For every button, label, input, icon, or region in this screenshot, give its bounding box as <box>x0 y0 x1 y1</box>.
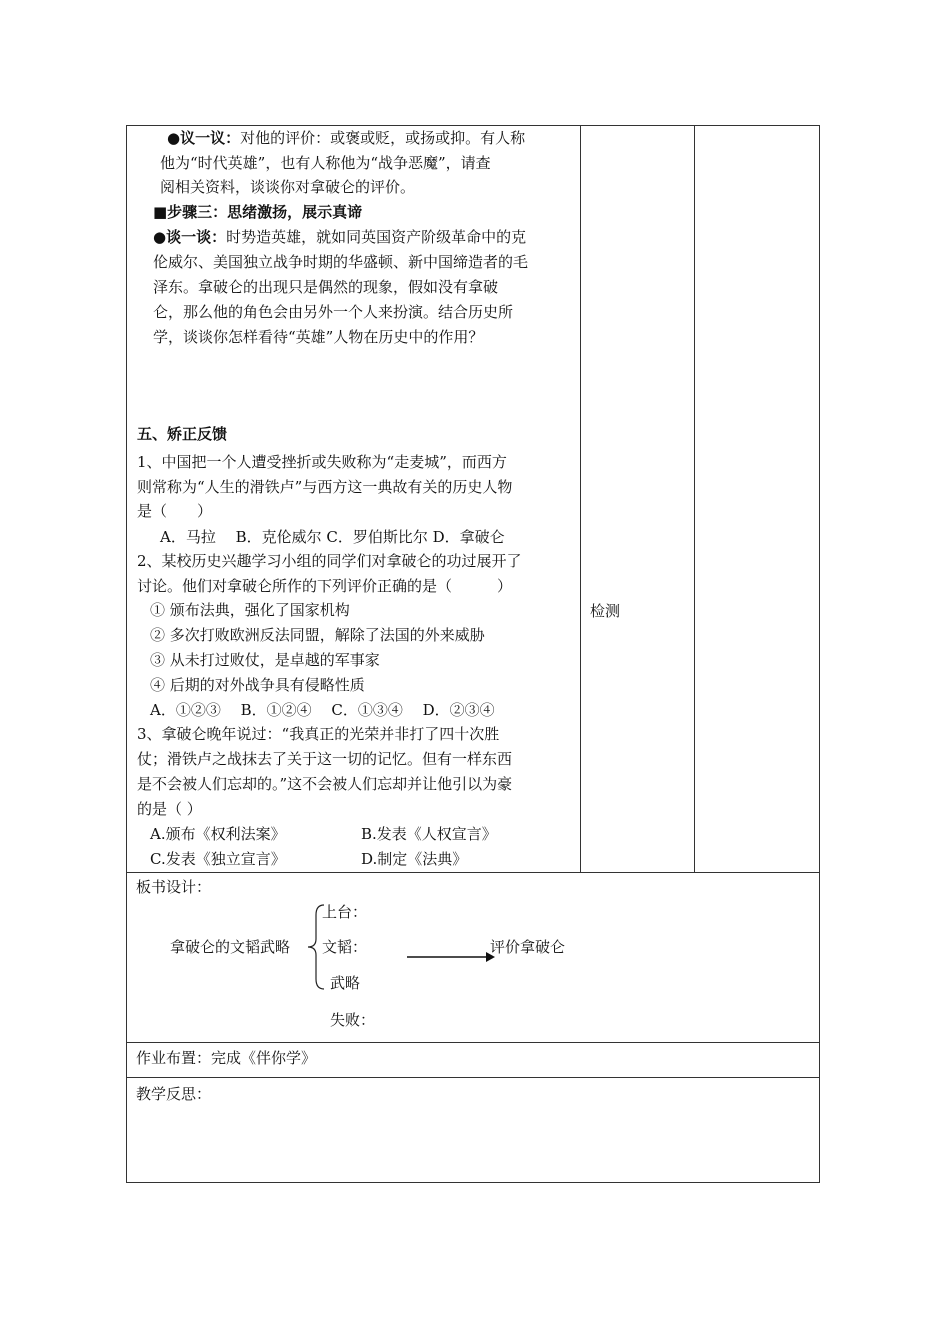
discuss-label: ●议一议： <box>167 129 241 147</box>
q2-options: A．①②③ B．①②④ C．①③④ D．②③④ <box>150 701 495 719</box>
talk-label: ●谈一谈： <box>153 228 227 246</box>
q2-line-2: 讨论。他们对拿破仑所作的下列评价正确的是（ ） <box>137 577 513 595</box>
board-branch-3: 武略 <box>330 974 361 992</box>
q1-line-3: 是（ ） <box>137 502 213 520</box>
step3-heading: ■步骤三：思绪激扬，展示真谛 <box>153 203 363 221</box>
discuss-line-3: 阅相关资料，谈谈你对拿破仑的评价。 <box>160 178 416 196</box>
board-branch-2: 文韬： <box>322 938 368 956</box>
q2-item-4: ④ 后期的对外战争具有侵略性质 <box>150 676 365 694</box>
q3-line-3: 是不会被人们忘却的。”这不会被人们忘却并让他引以为豪 <box>137 775 513 793</box>
q3-option-c: C.发表《独立宣言》 <box>150 850 286 868</box>
q1-line-2: 则常称为“人生的滑铁卢”与西方这一典故有关的历史人物 <box>137 478 513 496</box>
row-divider-board <box>126 872 820 873</box>
board-label: 板书设计： <box>136 878 212 896</box>
section5-heading: 五、矫正反馈 <box>137 425 228 443</box>
board-branch-1: 上台： <box>322 903 368 921</box>
board-arrow <box>406 951 496 963</box>
talk-line-1 <box>153 227 526 247</box>
talk-line-2: 伦威尔、美国独立战争时期的华盛顿、新中国缔造者的毛 <box>153 253 529 271</box>
homework-text: 作业布置：完成《伴你学》 <box>136 1049 317 1067</box>
talk-text-1: 时势造英雄，就如同英国资产阶级革命中的克 <box>226 228 527 246</box>
discuss-text-1: 对他的评价：或褒或贬，或扬或抑。有人称 <box>240 129 526 147</box>
board-root: 拿破仑的文韬武略 <box>170 938 291 956</box>
row-divider-reflection <box>126 1077 820 1078</box>
q1-line-1: 1、中国把一个人遭受挫折或失败称为“走麦城”，而西方 <box>137 453 507 471</box>
q3-option-b: B.发表《人权宣言》 <box>361 825 497 843</box>
q3-option-a: A.颁布《权利法案》 <box>150 825 286 843</box>
board-branch-4: 失败： <box>330 1011 376 1029</box>
row-divider-homework <box>126 1042 820 1043</box>
side-cell-label: 检测 <box>590 602 621 620</box>
reflection-label: 教学反思： <box>136 1085 212 1103</box>
q3-line-1: 3、拿破仑晚年说过：“我真正的光荣并非打了四十次胜 <box>137 725 500 743</box>
q3-option-d: D.制定《法典》 <box>361 850 468 868</box>
q3-line-4: 的是（ ） <box>137 800 202 818</box>
q2-line-1: 2、某校历史兴趣学习小组的同学们对拿破仑的功过展开了 <box>137 552 522 570</box>
talk-line-5: 学，谈谈你怎样看待“英雄”人物在历史中的作用？ <box>153 328 484 346</box>
q3-line-2: 仗；滑铁卢之战抹去了关于这一切的记忆。但有一样东西 <box>137 750 513 768</box>
q2-item-1: ① 颁布法典，强化了国家机构 <box>150 601 350 619</box>
talk-line-3: 泽东。拿破仑的出现只是偶然的现象，假如没有拿破 <box>153 278 499 296</box>
discuss-line-2: 他为“时代英雄”，也有人称他为“战争恶魔”，请查 <box>160 154 491 172</box>
col-divider-1 <box>580 125 581 872</box>
q2-item-2: ② 多次打败欧洲反法同盟，解除了法国的外来威胁 <box>150 626 485 644</box>
q2-item-3: ③ 从未打过败仗，是卓越的军事家 <box>150 651 380 669</box>
discuss-line-1 <box>167 128 525 148</box>
col-divider-2 <box>694 125 695 872</box>
talk-line-4: 仑，那么他的角色会由另外一个人来扮演。结合历史所 <box>153 303 514 321</box>
board-target: 评价拿破仑 <box>490 938 566 956</box>
q1-options: A．马拉 B．克伦威尔 C．罗伯斯比尔 D．拿破仑 <box>160 528 505 546</box>
